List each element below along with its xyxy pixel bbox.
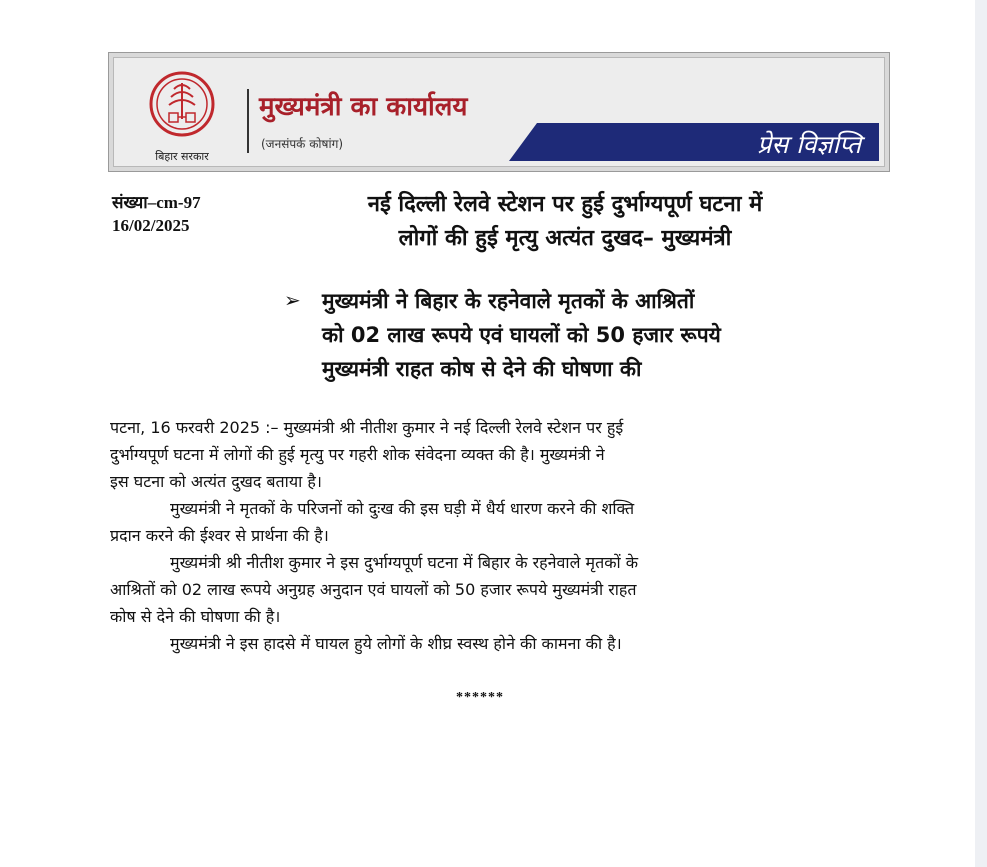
body-line: कोष से देने की घोषणा की है। bbox=[110, 607, 281, 626]
arrow-bullet-icon: ➢ bbox=[284, 288, 301, 312]
body-line: आश्रितों को 02 लाख रूपये अनुग्रह अनुदान एवं घायलों को 50 हजार रूपये मुख्यमंत्री राहत bbox=[110, 580, 637, 599]
subheadline-line: मुख्यमंत्री राहत कोष से देने की घोषणा की bbox=[322, 357, 642, 381]
end-marker: ****** bbox=[456, 690, 504, 705]
bihar-government-seal-icon bbox=[149, 71, 215, 137]
body-line: पटना, 16 फरवरी 2025 :– मुख्यमंत्री श्री नीतीश कुमार ने नई दिल्ली रेलवे स्टेशन पर हुई bbox=[110, 418, 624, 437]
paragraph-2 bbox=[110, 495, 878, 549]
press-release-body bbox=[110, 414, 878, 657]
subheadline-line: मुख्यमंत्री ने बिहार के रहनेवाले मृतकों के आश्रितों bbox=[322, 289, 695, 313]
office-title: मुख्यमंत्री का कार्यालय bbox=[259, 92, 468, 122]
headline-line: लोगों की हुई मृत्यु अत्यंत दुखद– मुख्यमंत्री bbox=[398, 226, 732, 251]
viewer-scroll-strip bbox=[975, 0, 987, 867]
body-line: मुख्यमंत्री ने मृतकों के परिजनों को दुःख की इस घड़ी में धैर्य धारण करने की शक्ति bbox=[170, 499, 635, 518]
body-line: प्रदान करने की ईश्वर से प्रार्थना की है। bbox=[110, 526, 329, 545]
paragraph-4 bbox=[110, 630, 878, 657]
body-line: इस घटना को अत्यंत दुखद बताया है। bbox=[110, 472, 322, 491]
reference-number: संख्या–cm-97 bbox=[112, 193, 201, 212]
body-line: मुख्यमंत्री श्री नीतीश कुमार ने इस दुर्भाग्यपूर्ण घटना में बिहार के रहनेवाले मृतकों के bbox=[170, 553, 639, 572]
press-release-label: प्रेस विज्ञप्ति bbox=[757, 130, 861, 159]
subheadline-line: को 02 लाख रूपये एवं घायलों को 50 हजार रूपये bbox=[322, 323, 721, 347]
subheadline bbox=[322, 284, 882, 386]
headline bbox=[250, 188, 880, 256]
headline-line: नई दिल्ली रेलवे स्टेशन पर हुई दुर्भाग्यपूर्ण घटना में bbox=[367, 192, 763, 217]
paragraph-3 bbox=[110, 549, 878, 630]
logo-caption: बिहार सरकार bbox=[155, 150, 209, 163]
banner-divider bbox=[247, 89, 249, 153]
body-line: मुख्यमंत्री ने इस हादसे में घायल हुये लोगों के शीघ्र स्वस्थ होने की कामना की है। bbox=[170, 634, 622, 653]
office-subtitle: (जनसंपर्क कोषांग) bbox=[261, 137, 344, 151]
body-line: दुर्भाग्यपूर्ण घटना में लोगों की हुई मृत्यु पर गहरी शोक संवेदना व्यक्त की है। मुख्यमंत्री ने bbox=[110, 445, 605, 464]
letterhead-banner bbox=[108, 52, 890, 172]
paragraph-1 bbox=[110, 414, 878, 495]
reference-date: 16/02/2025 bbox=[112, 216, 190, 235]
